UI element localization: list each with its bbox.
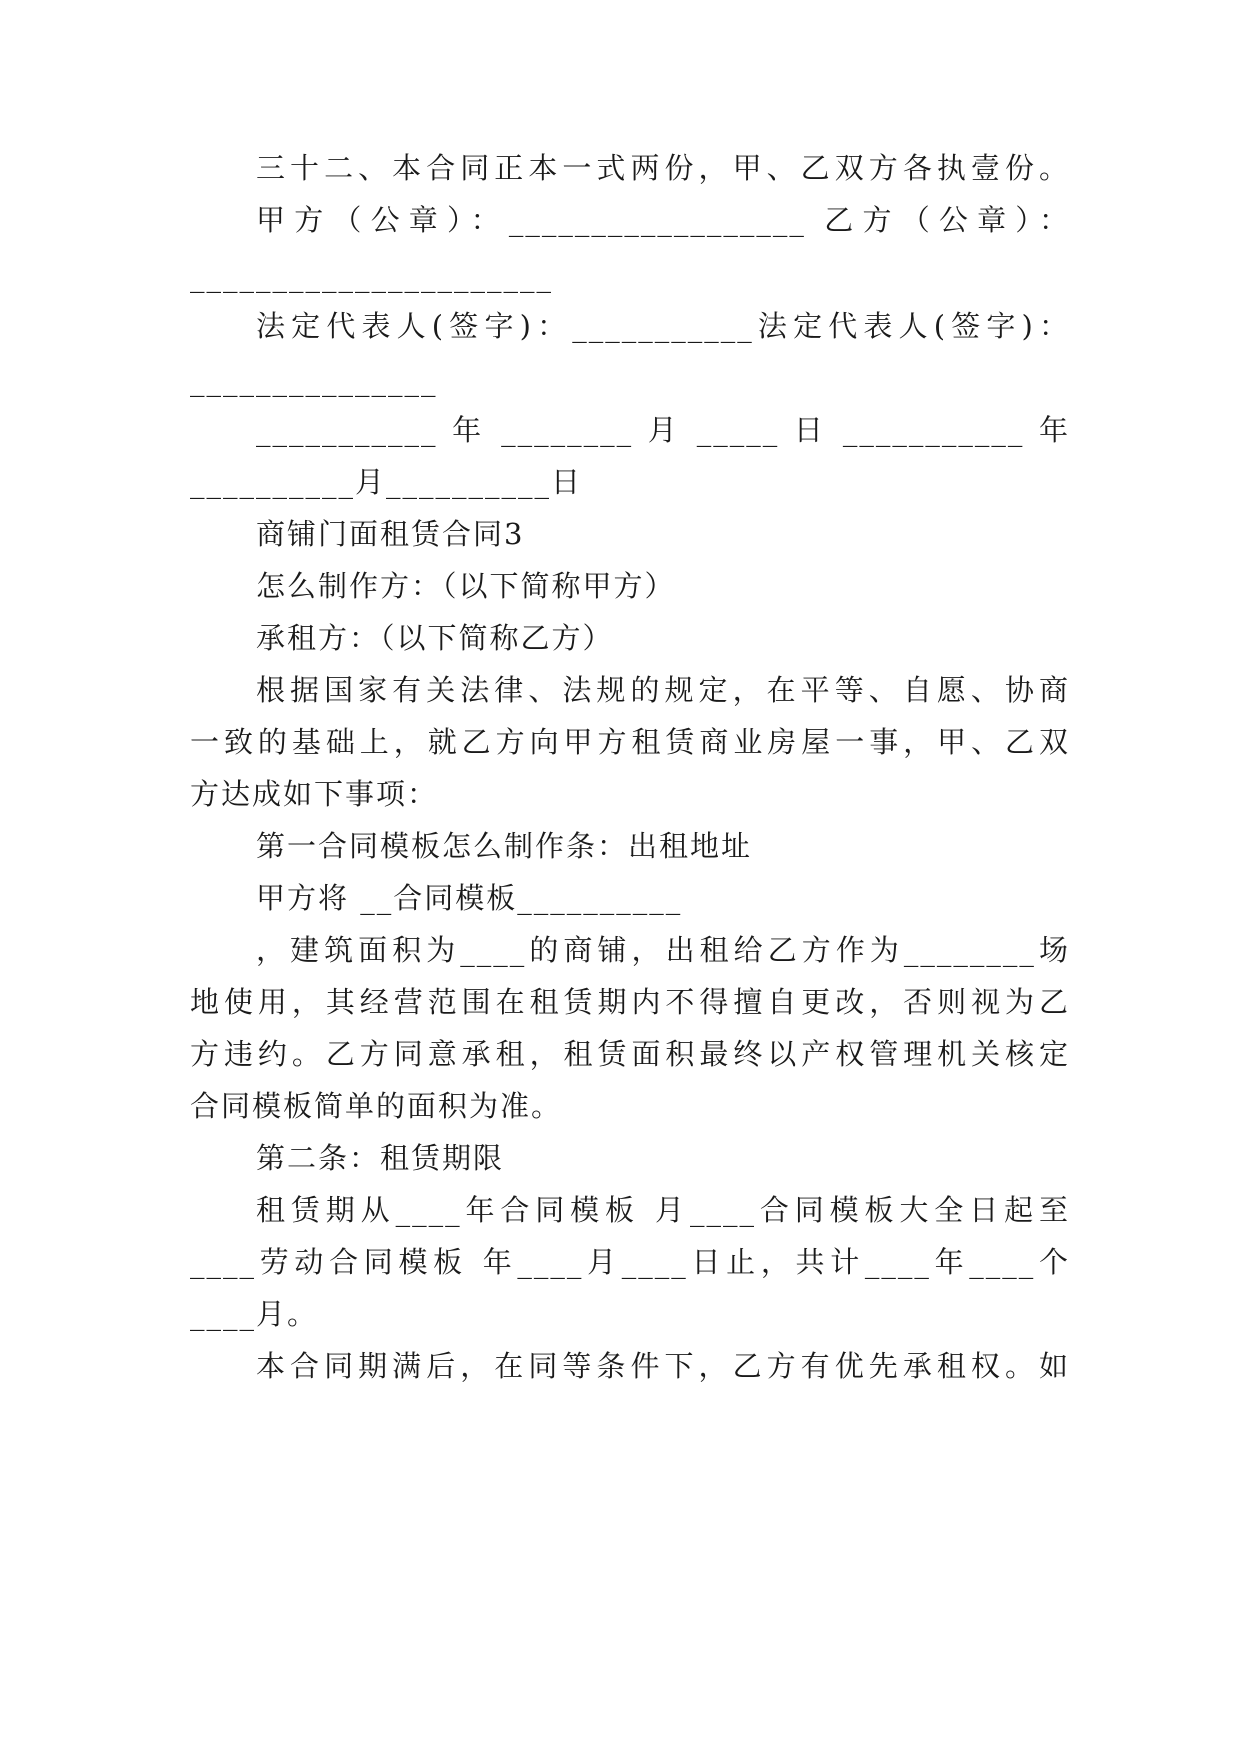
text-line: ____月。 [190, 1297, 319, 1331]
lessor-line: 怎么制作方：（以下简称甲方） [256, 569, 676, 603]
signature-blank: ______________________ [190, 259, 553, 293]
text-line: 方达成如下事项： [190, 777, 439, 811]
contract-title: 商铺门面租赁合同3 [256, 517, 525, 551]
text-line: 一致的基础上，就乙方向甲方租赁商业房屋一事，甲、乙双 [190, 725, 1070, 759]
text-line: 地使用，其经营范围在租赁期内不得擅自更改，否则视为乙 [190, 985, 1070, 1019]
text-line: 三十二、本合同正本一式两份，甲、乙双方各执壹份。 [256, 151, 1070, 185]
lessee-line: 承租方：（以下简称乙方） [256, 621, 614, 655]
signature-line-party-a: 甲方（公章）：__________________ 乙方（公章）： [256, 203, 1070, 237]
text-line: ，建筑面积为____的商铺，出租给乙方作为________场 [256, 933, 1070, 967]
text-line: 租赁期从____年合同模板 月____合同模板大全日起至 [256, 1193, 1070, 1227]
article-heading: 第二条：租赁期限 [256, 1141, 505, 1175]
text-line: 甲方将 __合同模板__________ [256, 881, 683, 915]
text-line: 合同模板简单的面积为准。 [190, 1089, 563, 1123]
article-heading: 第一合同模板怎么制作条：出租地址 [256, 829, 753, 863]
date-line-continued: __________月__________日 [190, 465, 583, 499]
text-line: 根据国家有关法律、法规的规定，在平等、自愿、协商 [256, 673, 1070, 707]
date-line: ___________ 年 ________ 月 _____ 日 ___________ 年 [256, 413, 1070, 447]
legal-representative-line: 法定代表人(签字)：___________法定代表人(签字)： [256, 309, 1070, 343]
text-line: ____劳动合同模板 年____月____日止，共计____年____个 [190, 1245, 1070, 1279]
text-line: 本合同期满后，在同等条件下，乙方有优先承租权。如 [256, 1349, 1070, 1383]
signature-blank: _______________ [190, 363, 438, 397]
text-line: 方违约。乙方同意承租，租赁面积最终以产权管理机关核定 [190, 1037, 1070, 1071]
